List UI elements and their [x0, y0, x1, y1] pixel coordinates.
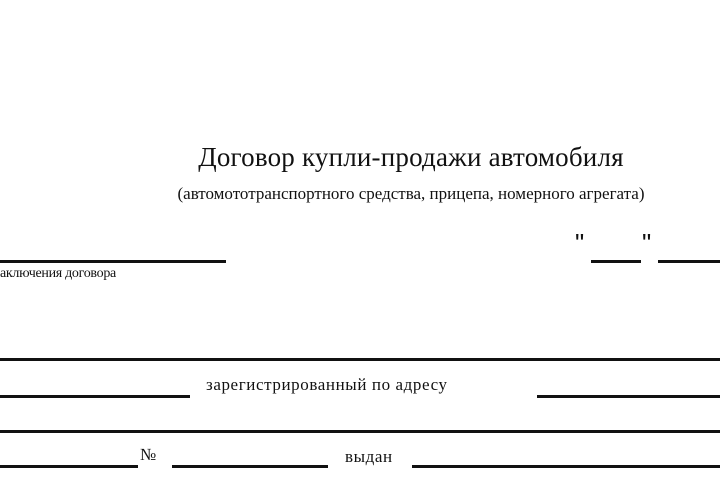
passport-number-field-line[interactable]: [172, 465, 328, 468]
issued-by-field-line[interactable]: [412, 465, 720, 468]
issued-by-label: выдан: [345, 447, 393, 466]
registered-address-label: зарегистрированный по адресу: [206, 375, 448, 394]
document-title: Договор купли-продажи автомобиля: [198, 142, 624, 172]
address-continuation-field-line[interactable]: [0, 430, 720, 433]
document-subtitle: (автомототранспортного средства, прицепа, номерного агрегата): [177, 184, 645, 203]
party-name-continuation-line[interactable]: [0, 395, 190, 398]
number-sign: №: [140, 445, 157, 464]
party-name-field-line[interactable]: [0, 358, 720, 361]
date-day-field-line[interactable]: [591, 260, 641, 263]
date-month-field-line[interactable]: [658, 260, 720, 263]
registered-address-field-line[interactable]: [537, 395, 720, 398]
place-caption: аключения договора: [0, 266, 116, 281]
date-quote-open: ": [575, 228, 585, 258]
passport-series-field-line[interactable]: [0, 465, 138, 468]
date-quote-close: ": [642, 228, 652, 258]
place-field-line[interactable]: [0, 260, 226, 263]
